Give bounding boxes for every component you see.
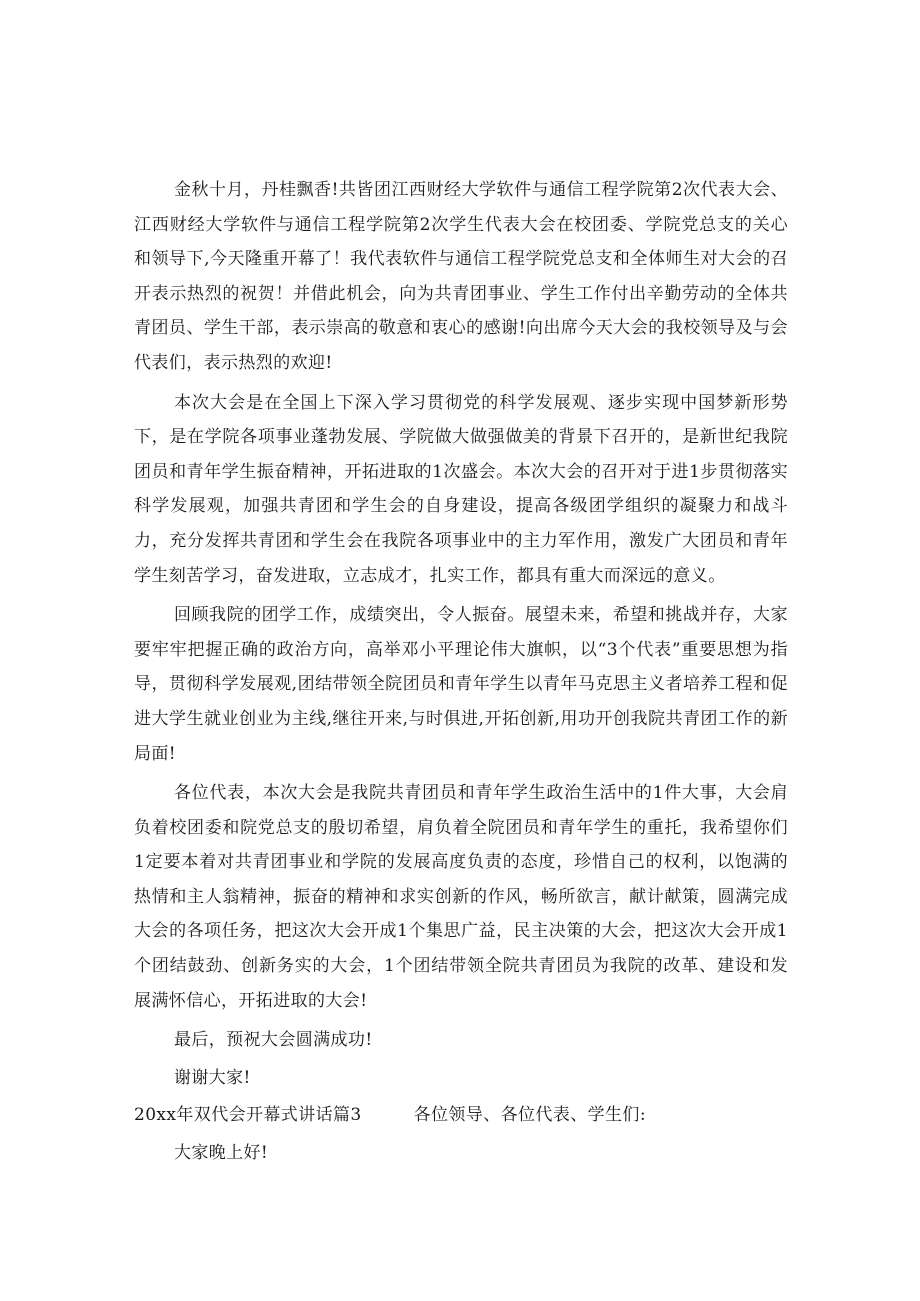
section-heading-title: 20xx年双代会开幕式讲话篇3 — [134, 1105, 362, 1126]
paragraph-significance: 本次大会是在全国上下深入学习贯彻党的科学发展观、逐步实现中国梦新形势下，是在学院各项事业蓬勃发展、学院做大做强做美的背景下召开的，是新世纪我院团员和青年学生振奋精神，开拓进取的1次盛会。本次大会的召开对于进1步贯彻落实科学发展观，加强共青团和学生会的自身建设，提高各级团学组织的凝聚力和战斗力，充分发挥共青团和学生会在我院各项事业中的主力军作用，激发广大团员和青年学生刻苦学习，奋发进取，立志成才，扎实工作，都具有重大而深远的意义。 — [134, 392, 788, 586]
paragraph-thanks: 谢谢大家! — [173, 1067, 251, 1088]
section-heading-line — [134, 1098, 788, 1133]
paragraph-wish: 最后，预祝大会圆满成功! — [173, 1030, 373, 1051]
document-page — [134, 173, 788, 1174]
paragraph-opening: 金秋十月，丹桂飘香!共皆团江西财经大学软件与通信工程学院第2次代表大会、江西财经大学软件与通信工程学院第2次学生代表大会在校团委、学院党总支的关心和领导下,今天隆重开幕了！我代表软件与通信工程学院党总支和全体师生对大会的召开表示热烈的祝贺！并借此机会，向为共青团事业、学生工作付出辛勤劳动的全体共青团员、学生干部，表示崇高的敬意和衷心的感谢!向出席今天大会的我校领导及与会代表们，表示热烈的欢迎! — [134, 180, 788, 373]
paragraph-greeting: 大家晚上好! — [173, 1143, 269, 1164]
paragraph-review: 回顾我院的团学工作，成绩突出，令人振奋。展望未来，希望和挑战并存，大家要牢牢把握正确的政治方向，高举邓小平理论伟大旗帜，以“3个代表”重要思想为指导，贯彻科学发展观,团结带领全院团员和青年学生以青年马克思主义者培养工程和促进大学生就业创业为主线,继往开来,与时俱进,开拓创新,用功开创我院共青团工作的新局面! — [134, 605, 788, 764]
paragraph-expectations: 各位代表，本次大会是我院共青团员和青年学生政治生活中的1件大事，大会肩负着校团委和院党总支的殷切希望，肩负着全院团员和青年学生的重托，我希望你们1定要本着对共青团事业和学院的发展高度负责的态度，珍惜自己的权利，以饱满的热情和主人翁精神，振奋的精神和求实创新的作风，畅所欲言，献计献策，圆满完成大会的各项任务，把这次大会开成1个集思广益，民主决策的大会，把这次大会开成1个团结鼓劲、创新务实的大会，1个团结带领全院共青团员为我院的改革、建设和发展满怀信心，开拓进取的大会! — [134, 783, 788, 1011]
section-salutation: 各位领导、各位代表、学生们: — [413, 1105, 646, 1126]
